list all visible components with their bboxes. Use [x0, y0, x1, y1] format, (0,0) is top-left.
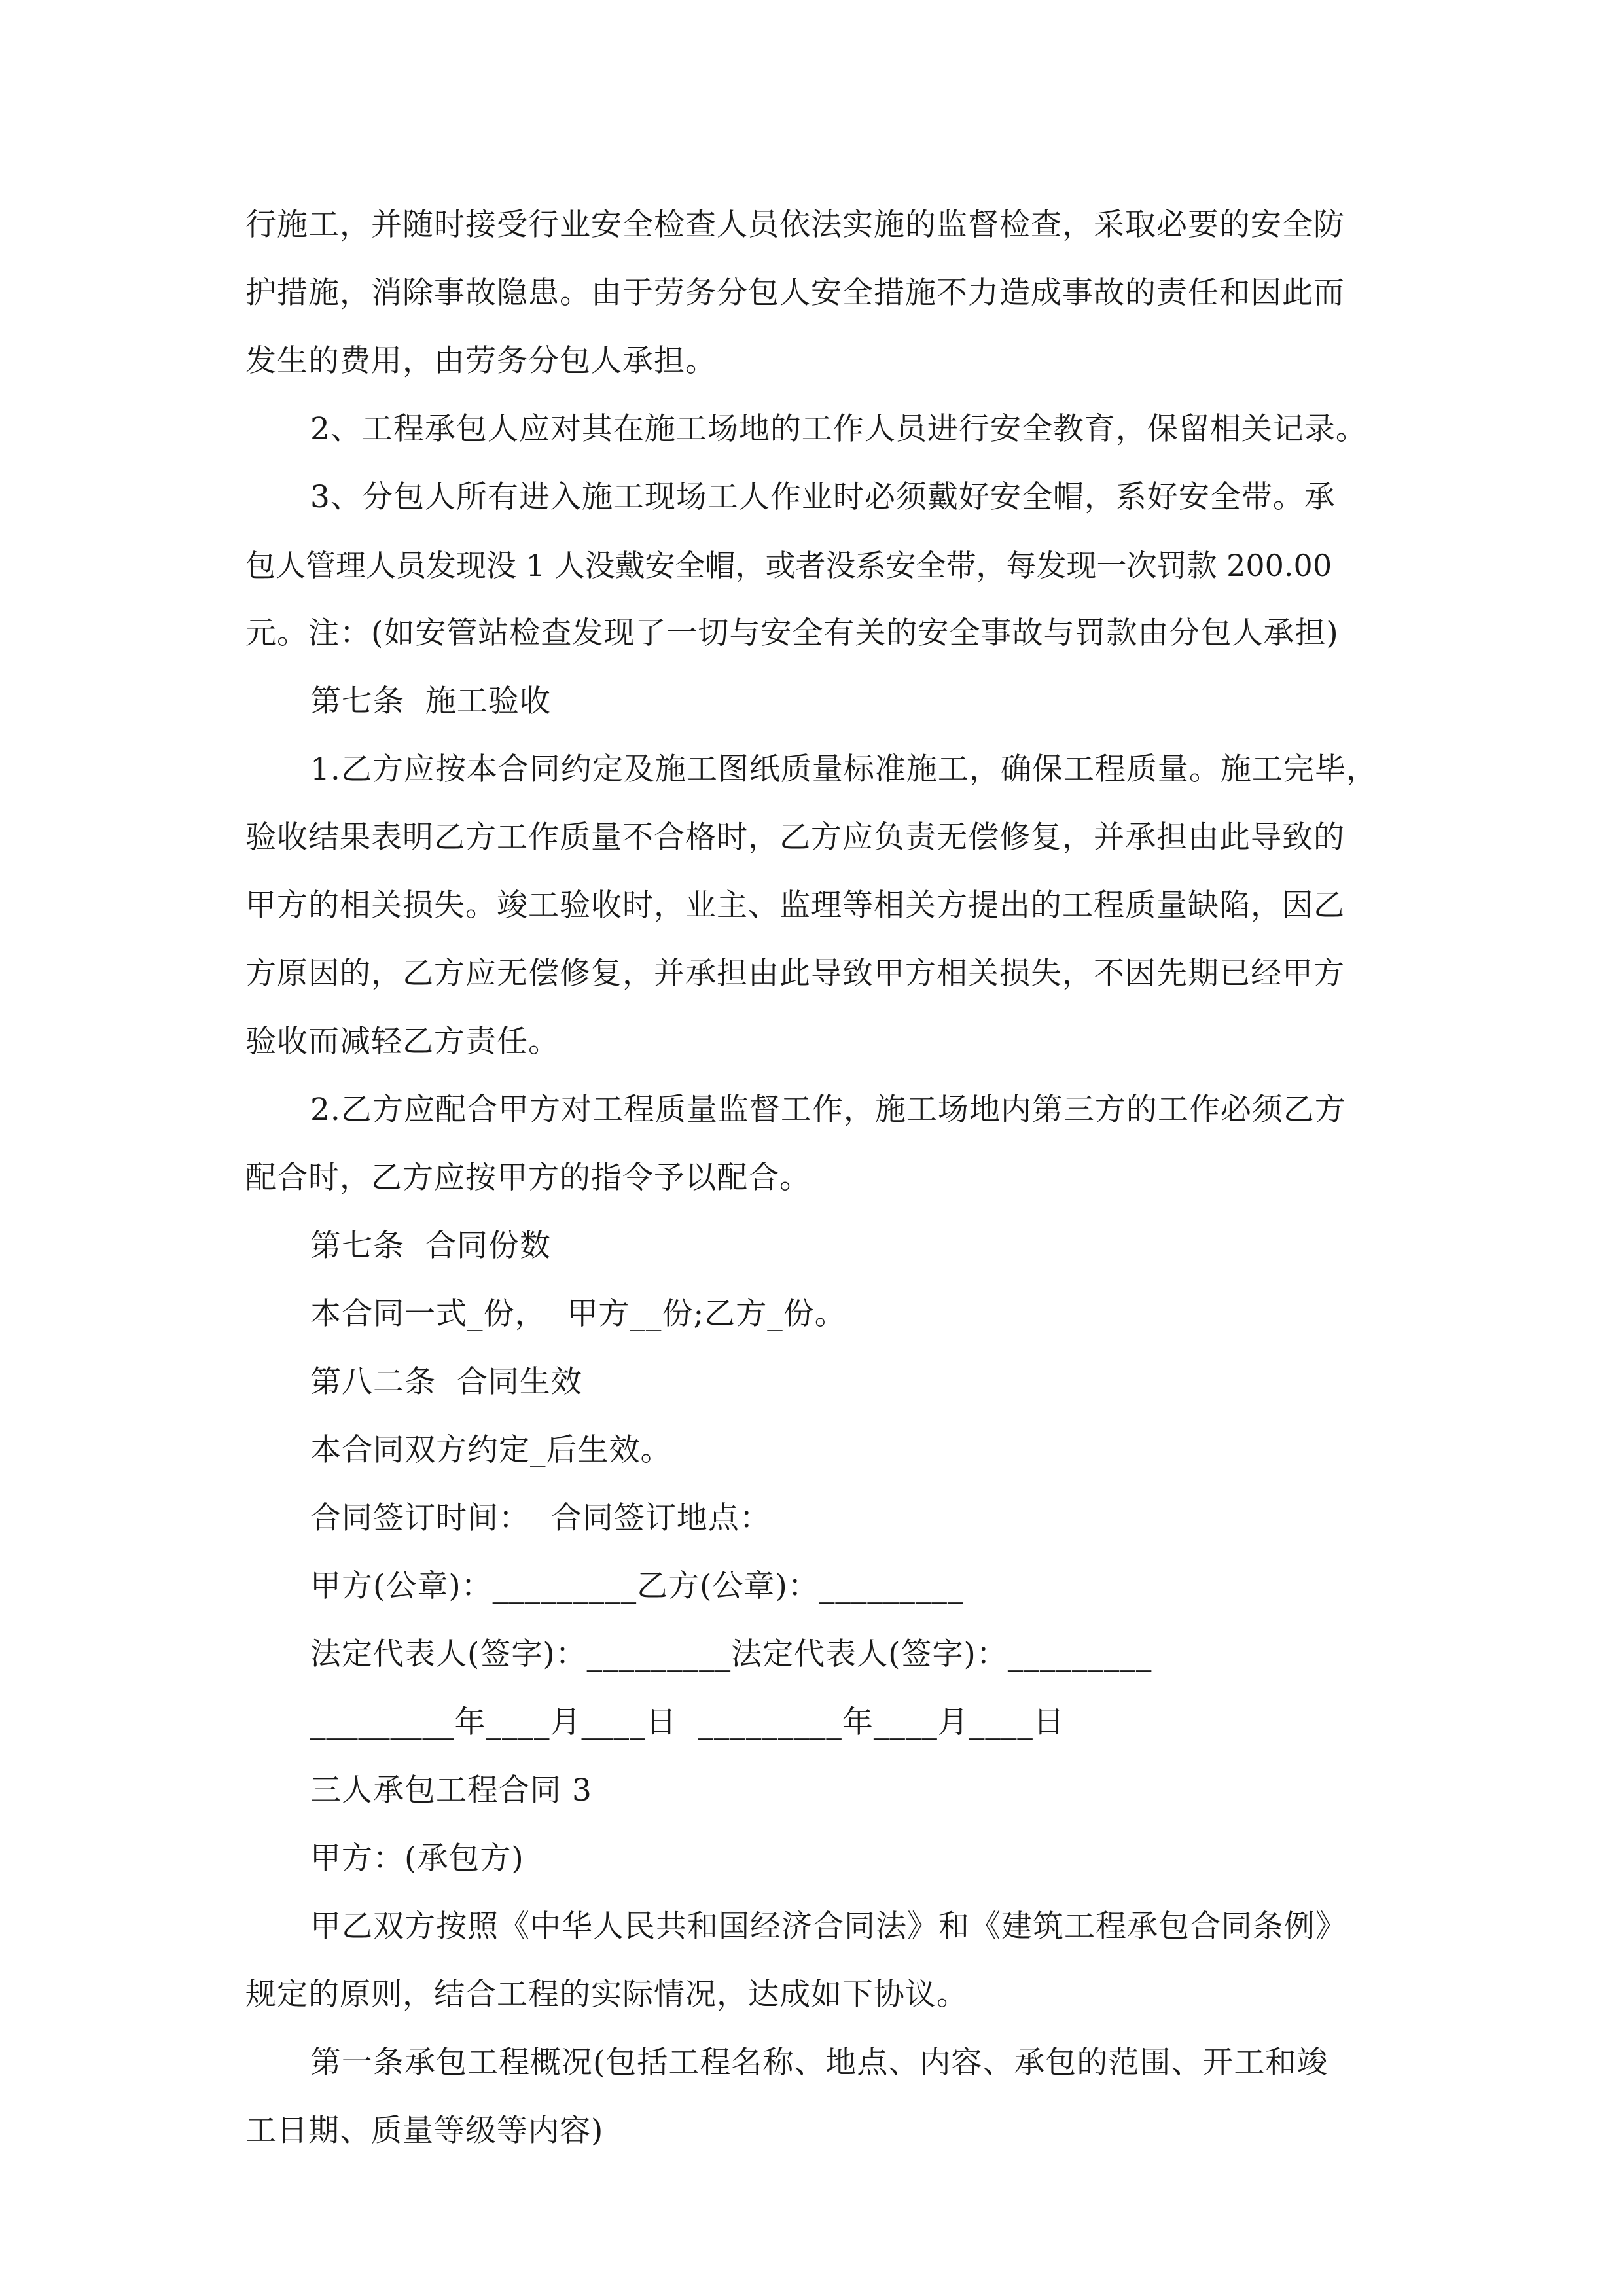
text-line: 本合同一式_份， 甲方__份;乙方_份。	[310, 1296, 846, 1332]
text-line: 配合时，乙方应按甲方的指令予以配合。	[245, 1160, 811, 1196]
text-line: 2、工程承包人应对其在施工场地的工作人员进行安全教育，保留相关记录。	[310, 411, 1367, 447]
text-line: 合同签订时间： 合同签订地点：	[310, 1500, 771, 1536]
text-line: 行施工，并随时接受行业安全检查人员依法实施的监督检查，采取必要的安全防	[245, 207, 1345, 243]
document-body	[245, 191, 1379, 2165]
text-line: 第一条承包工程概况(包括工程名称、地点、内容、承包的范围、开工和竣	[310, 2045, 1329, 2081]
text-line: 规定的原则，结合工程的实际情况，达成如下协议。	[245, 1977, 968, 2013]
text-line: 验收而减轻乙方责任。	[245, 1024, 560, 1060]
text-line: 1.乙方应按本合同约定及施工图纸质量标准施工，确保工程质量。施工完毕，	[310, 751, 1378, 787]
text-line: 甲方：(承包方)	[310, 1840, 524, 1876]
text-line: 3、分包人所有进入施工现场工人作业时必须戴好安全帽，系好安全带。承	[310, 479, 1336, 515]
text-line: 第七条 合同份数	[310, 1228, 551, 1264]
text-line: 第七条 施工验收	[310, 683, 551, 719]
text-line: 甲方(公章)：_________乙方(公章)：_________	[310, 1568, 964, 1604]
text-line: 甲方的相关损失。竣工验收时，业主、监理等相关方提出的工程质量缺陷，因乙	[245, 888, 1345, 924]
text-line: 方原因的，乙方应无偿修复，并承担由此导致甲方相关损失，不因先期已经甲方	[245, 956, 1345, 992]
text-line: 2.乙方应配合甲方对工程质量监督工作，施工场地内第三方的工作必须乙方	[310, 1092, 1346, 1128]
text-line: 验收结果表明乙方工作质量不合格时，乙方应负责无偿修复，并承担由此导致的	[245, 819, 1345, 855]
text-line: 本合同双方约定_后生效。	[310, 1432, 672, 1468]
text-line: 甲乙双方按照《中华人民共和国经济合同法》和《建筑工程承包合同条例》	[310, 1909, 1347, 1945]
text-line: 工日期、质量等级等内容)	[245, 2113, 604, 2149]
text-line: 三人承包工程合同 3	[310, 1772, 592, 1808]
text-line: 法定代表人(签字)：_________法定代表人(签字)：_________	[310, 1636, 1152, 1672]
text-line: 发生的费用，由劳务分包人承担。	[245, 343, 717, 379]
text-line: 包人管理人员发现没 1 人没戴安全帽，或者没系安全带，每发现一次罚款 200.00	[245, 548, 1332, 583]
text-line: 护措施，消除事故隐患。由于劳务分包人安全措施不力造成事故的责任和因此而	[245, 275, 1345, 311]
text-line: _________年____月____日 _________年____月____日	[310, 1704, 1065, 1740]
text-line: 元。注：(如安管站检查发现了一切与安全有关的安全事故与罚款由分包人承担)	[245, 615, 1339, 651]
text-line: 第八二条 合同生效	[310, 1364, 582, 1400]
